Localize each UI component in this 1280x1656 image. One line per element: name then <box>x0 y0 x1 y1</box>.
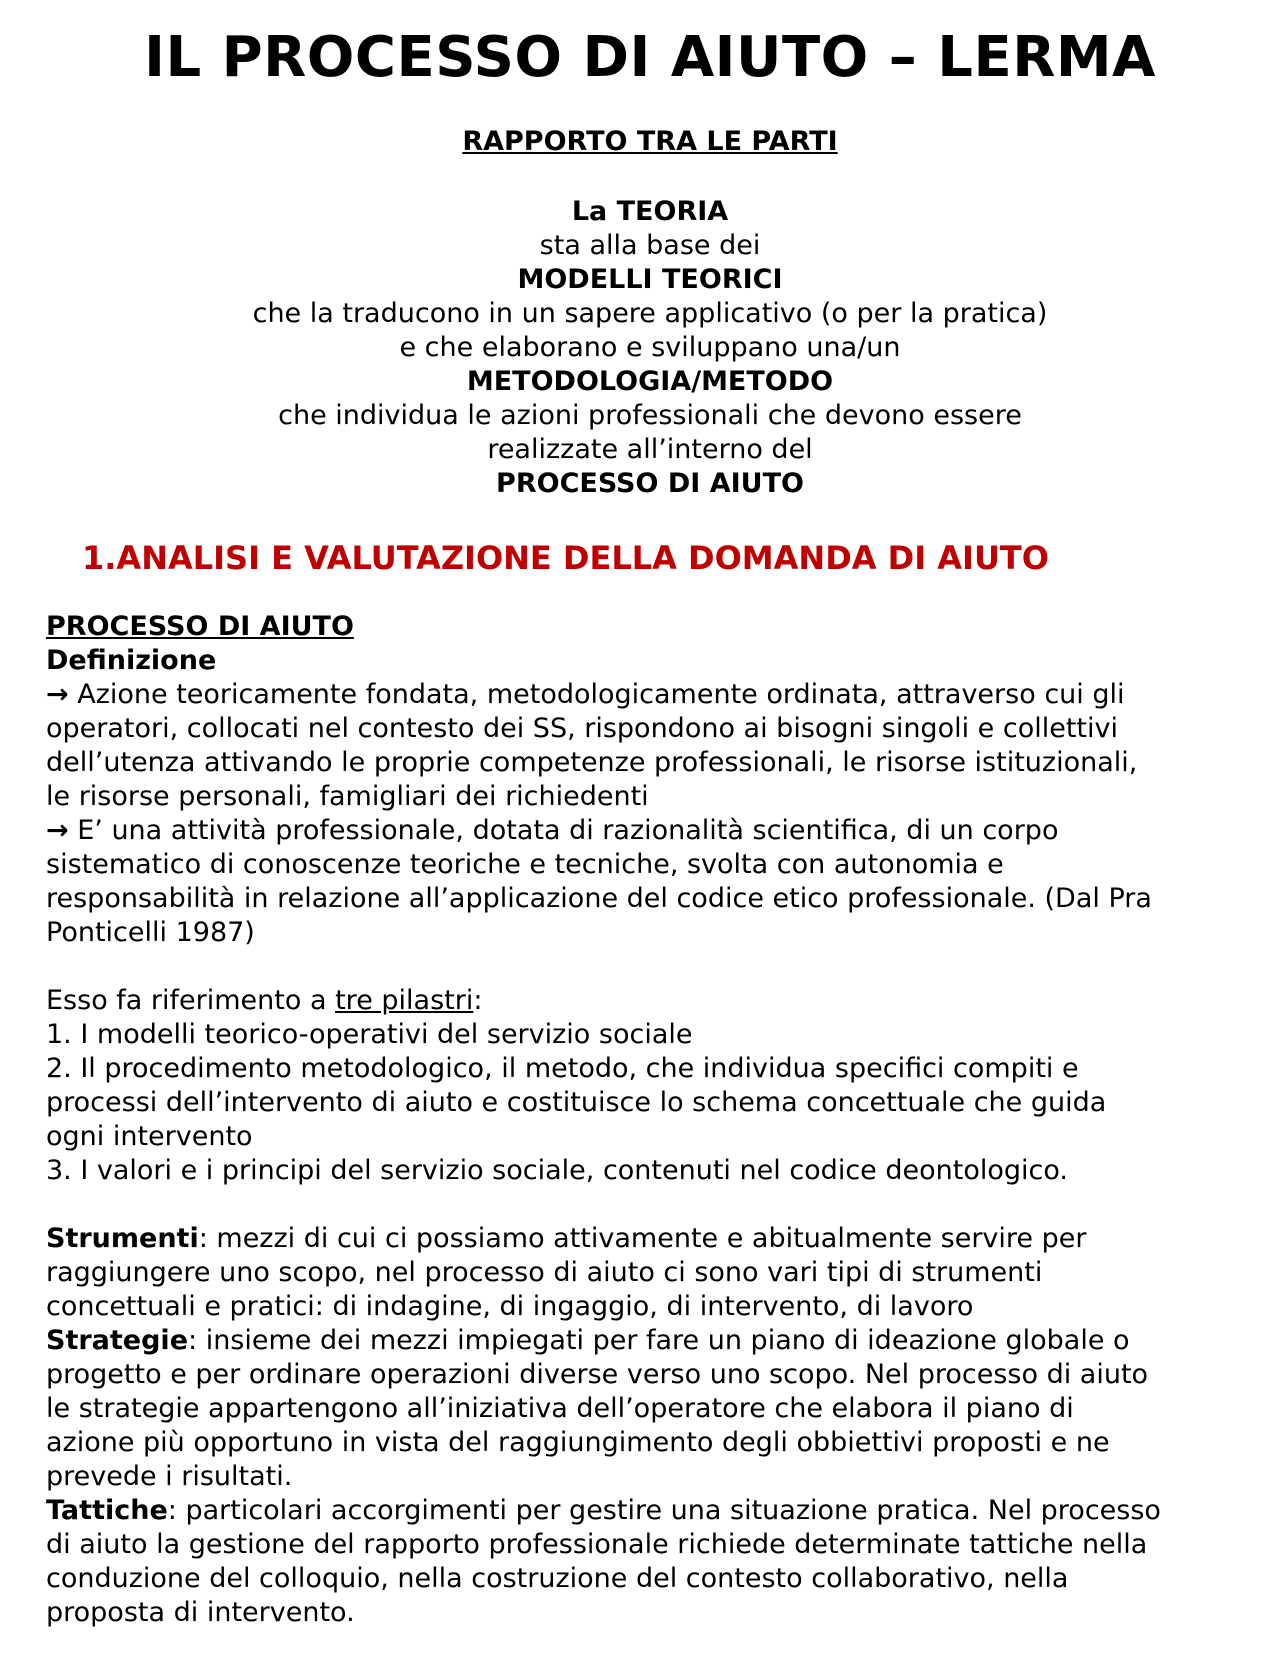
definition-2-line: Ponticelli 1987) <box>46 917 255 948</box>
pilastro-item: 2. Il procedimento metodologico, il metodo, che individua specifici compiti e <box>46 1053 1079 1084</box>
center-line-processo: PROCESSO DI AIUTO <box>496 468 804 499</box>
pilastri-intro-link: tre pilastri <box>335 985 474 1016</box>
center-line-modelli: MODELLI TEORICI <box>517 264 783 295</box>
pilastro-item: 3. I valori e i principi del servizio sociale, contenuti nel codice deontologico. <box>46 1155 1068 1186</box>
arrow-right-icon: → <box>46 679 69 710</box>
strategie-line: progetto e per ordinare operazioni diverse verso uno scopo. Nel processo di aiuto <box>46 1359 1149 1390</box>
definition-text: Azione teoricamente fondata, metodologicamente ordinata, attraverso cui gli <box>77 679 1125 710</box>
arrow-right-icon: → <box>46 815 69 846</box>
pilastri-intro-prefix: Esso fa riferimento a <box>46 985 336 1016</box>
tattiche-line <box>46 1494 1266 1528</box>
document-title: IL PROCESSO DI AIUTO – LERMA <box>144 25 1156 90</box>
section-heading: 1.ANALISI E VALUTAZIONE DELLA DOMANDA DI AIUTO <box>82 539 1049 577</box>
tattiche-line: di aiuto la gestione del rapporto professionale richiede determinate tattiche nella <box>46 1529 1148 1560</box>
definition-1-line: operatori, collocati nel contesto dei SS, rispondono ai bisogni singoli e collettivi <box>46 713 1118 744</box>
tattiche-text: : particolari accorgimenti per gestire una situazione pratica. Nel processo <box>167 1495 1161 1526</box>
center-line: sta alla base dei <box>539 230 761 261</box>
body-text <box>46 610 1266 1630</box>
strategie-line <box>46 1324 1266 1358</box>
definition-1-line <box>46 678 1266 712</box>
pilastri-intro-suffix: : <box>473 985 483 1016</box>
strumenti-label: Strumenti <box>46 1223 199 1254</box>
definition-2-line: responsabilità in relazione all’applicazione del codice etico professionale. (Dal Pra <box>46 883 1152 914</box>
definition-1-line: dell’utenza attivando le proprie competenze professionali, le risorse istituzionali, <box>46 747 1138 778</box>
strategie-label: Strategie <box>46 1325 189 1356</box>
tattiche-line: conduzione del colloquio, nella costruzione del contesto collaborativo, nella <box>46 1563 1069 1594</box>
tattiche-label: Tattiche <box>46 1495 168 1526</box>
center-line: e che elaborano e sviluppano una/un <box>399 332 901 363</box>
strategie-line: prevede i risultati. <box>46 1461 293 1492</box>
definizione-label: Definizione <box>46 645 217 676</box>
strategie-text: : insieme dei mezzi impiegati per fare un piano di ideazione globale o <box>188 1325 1130 1356</box>
center-line: che la traducono in un sapere applicativo (o per la pratica) <box>252 298 1048 329</box>
pilastro-item: processi dell’intervento di aiuto e costituisce lo schema concettuale che guida <box>46 1087 1107 1118</box>
center-line: realizzate all’interno del <box>487 434 813 465</box>
pilastro-item: ogni intervento <box>46 1121 253 1152</box>
processo-heading: PROCESSO DI AIUTO <box>46 611 354 642</box>
definition-2-line <box>46 814 1266 848</box>
theory-chain <box>0 195 1280 501</box>
spacer <box>46 1188 1266 1222</box>
spacer <box>46 950 1266 984</box>
center-line: che individua le azioni professionali che devono essere <box>278 400 1022 431</box>
definition-2-line: sistematico di conoscenze teoriche e tecniche, svolta con autonomia e <box>46 849 1004 880</box>
pilastri-intro <box>46 984 1266 1018</box>
strumenti-line: concettuali e pratici: di indagine, di ingaggio, di intervento, di lavoro <box>46 1291 974 1322</box>
subtitle: RAPPORTO TRA LE PARTI <box>462 126 838 157</box>
center-line-metodologia: METODOLOGIA/METODO <box>466 366 834 397</box>
tattiche-line: proposta di intervento. <box>46 1597 355 1628</box>
strumenti-line <box>46 1222 1266 1256</box>
strumenti-text: : mezzi di cui ci possiamo attivamente e abitualmente servire per <box>198 1223 1087 1254</box>
pilastro-item: 1. I modelli teorico-operativi del servizio sociale <box>46 1019 693 1050</box>
definition-1-line: le risorse personali, famigliari dei richiedenti <box>46 781 649 812</box>
strategie-line: azione più opportuno in vista del raggiungimento degli obbiettivi proposti e ne <box>46 1427 1110 1458</box>
definition-text: E’ una attività professionale, dotata di razionalità scientifica, di un corpo <box>77 815 1059 846</box>
strumenti-line: raggiungere uno scopo, nel processo di aiuto ci sono vari tipi di strumenti <box>46 1257 1043 1288</box>
strategie-line: le strategie appartengono all’iniziativa dell’operatore che elabora il piano di <box>46 1393 1074 1424</box>
center-line-teoria: La TEORIA <box>571 196 729 227</box>
